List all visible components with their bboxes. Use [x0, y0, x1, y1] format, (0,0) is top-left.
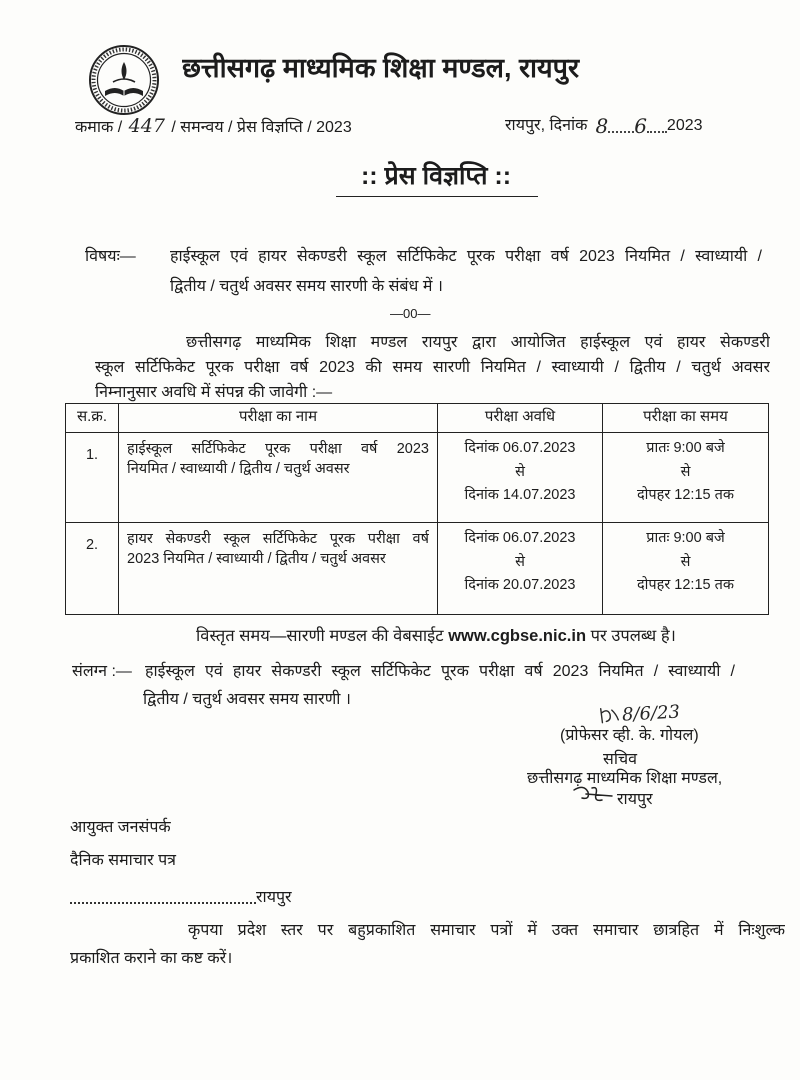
column-header-exam-period: परीक्षा अवधि [438, 404, 603, 433]
exam-time-start: प्रातः 9:00 बजे [646, 530, 725, 546]
signature-scribble-icon [572, 782, 616, 806]
intro-paragraph-line: छत्तीसगढ़ माध्यमिक शिक्षा मण्डल रायपुर द्वारा आयोजित हाईस्कूल एवं हायर सेकण्डरी [186, 334, 770, 351]
reference-number-line [75, 115, 415, 139]
exam-period-cell [438, 433, 603, 523]
initials-scribble-icon [597, 704, 622, 727]
exam-time-cell [603, 433, 769, 523]
column-header-serial: स.क्र. [66, 404, 119, 433]
exam-period-end: दिनांक 14.07.2023 [464, 487, 576, 503]
exam-name-cell [119, 433, 438, 523]
date-day-handwritten: 8 [595, 115, 609, 137]
signature-handwritten-date: 8/6/23 [621, 701, 681, 726]
exam-name-line: हाईस्कूल सर्टिफिकेट पूरक परीक्षा वर्ष 2023 [127, 441, 429, 457]
recipient-dotted-fill [70, 902, 256, 904]
exam-schedule-table [65, 403, 769, 615]
exam-period-start: दिनांक 06.07.2023 [464, 440, 576, 456]
reference-number-handwritten: 447 [128, 115, 165, 137]
website-note-text: पर उपलब्ध है। [590, 627, 676, 645]
date-dotted-fill [608, 127, 634, 133]
exam-period-to: से [515, 463, 525, 480]
date-label: रायपुर, दिनांक [505, 117, 588, 134]
request-paragraph-line: कृपया प्रदेश स्तर पर बहुप्रकाशित समाचार पत्रों में उक्त समाचार छात्रहित में निःशुल्क [188, 922, 785, 939]
title-underline [336, 196, 538, 197]
press-release-title: :: प्रेस विज्ञप्ति :: [360, 162, 512, 190]
exam-name-line: नियमित / स्वाध्यायी / द्वितीय / चतुर्थ अवसर [127, 461, 350, 477]
board-seal-logo-icon [88, 42, 160, 120]
recipient-line: दैनिक समाचार पत्र [70, 852, 176, 869]
exam-time-cell [603, 523, 769, 615]
exam-time-to: से [680, 463, 691, 480]
reference-suffix: / समन्वय / प्रेस विज्ञप्ति / 2023 [171, 119, 352, 136]
intro-paragraph-line: निम्नानुसार अवधि में संपन्न की जावेगी :— [95, 384, 333, 401]
exam-period-end: दिनांक 20.07.2023 [464, 577, 576, 593]
signatory-city: रायपुर [617, 791, 653, 808]
date-line [505, 115, 735, 137]
column-header-exam-name: परीक्षा का नाम [119, 404, 438, 433]
subject-line: द्वितीय / चतुर्थ अवसर समय सारणी के संबंध में । [170, 278, 443, 295]
exam-time-end: दोपहर 12:15 तक [636, 577, 735, 593]
website-note-text: विस्तृत समय—सारणी मण्डल की वेबसाईट [196, 627, 444, 645]
column-header-exam-time: परीक्षा का समय [603, 404, 769, 433]
date-year: 2023 [666, 117, 703, 134]
signatory-name: (प्रोफेसर व्ही. के. गोयल) [560, 727, 699, 744]
enclosure-line: द्वितीय / चतुर्थ अवसर समय सारणी । [143, 691, 351, 708]
table-header-row [66, 404, 769, 433]
website-url: www.cgbse.nic.in [448, 627, 587, 645]
recipient-city: रायपुर [256, 889, 292, 906]
section-separator: —00— [390, 306, 431, 321]
signatory-designation: सचिव [603, 751, 638, 768]
subject-label: विषयः— [85, 248, 136, 265]
serial-number-cell: 2. [66, 523, 119, 615]
table-row [66, 523, 769, 615]
exam-name-line: 2023 नियमित / स्वाध्यायी / द्वितीय / चतुर्थ अवसर [127, 551, 386, 567]
exam-name-cell [119, 523, 438, 615]
exam-period-cell [438, 523, 603, 615]
serial-number-cell: 1. [66, 433, 119, 523]
exam-period-start: दिनांक 06.07.2023 [464, 530, 576, 546]
subject-line: हाईस्कूल एवं हायर सेकण्डरी स्कूल सर्टिफिकेट पूरक परीक्षा वर्ष 2023 नियमित / स्वाध्यायी / [170, 248, 762, 265]
reference-prefix: कमाक / [75, 119, 123, 136]
intro-paragraph-line: स्कूल सर्टिफिकेट पूरक परीक्षा वर्ष 2023 की समय सारणी नियमित / स्वाध्यायी / द्वितीय / चतुर्थ अवसर [95, 359, 770, 376]
enclosure-label: संलग्न :— [72, 663, 132, 680]
exam-time-to: से [680, 553, 691, 570]
exam-name-line: हायर सेकण्डरी स्कूल सर्टिफिकेट पूरक परीक्षा वर्ष [127, 531, 429, 547]
table-row [66, 433, 769, 523]
signatory-organization: छत्तीसगढ़ माध्यमिक शिक्षा मण्डल, [527, 770, 723, 787]
request-paragraph-line: प्रकाशित कराने का कष्ट करें। [70, 950, 233, 967]
exam-time-start: प्रातः 9:00 बजे [646, 440, 725, 456]
exam-period-to: से [515, 553, 525, 570]
board-name-heading: छत्तीसगढ़ माध्यमिक शिक्षा मण्डल, रायपुर [182, 53, 580, 83]
exam-time-end: दोपहर 12:15 तक [636, 487, 735, 503]
enclosure-line: हाईस्कूल एवं हायर सेकण्डरी स्कूल सर्टिफिकेट पूरक परीक्षा वर्ष 2023 नियमित / स्वाध्यायी / [145, 663, 735, 680]
recipient-line: आयुक्त जनसंपर्क [70, 819, 171, 836]
date-month-handwritten: 6 [634, 115, 647, 137]
date-dotted-fill [647, 127, 667, 133]
website-note [196, 625, 736, 647]
